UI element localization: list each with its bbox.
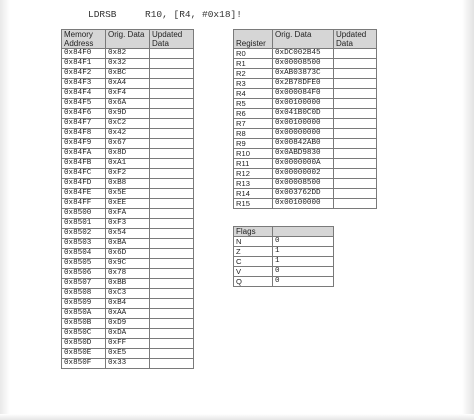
memory-row	[62, 139, 194, 149]
memory-orig-data-cell: 0x9D	[106, 109, 150, 119]
memory-orig-data-cell: 0xBA	[106, 239, 150, 249]
memory-address-cell: 0x8504	[62, 249, 106, 259]
register-name-cell: R0	[234, 49, 273, 59]
register-name-cell: R3	[234, 79, 273, 89]
register-orig-data-cell: 0x00100000	[273, 119, 334, 129]
memory-address-cell: 0x850F	[62, 359, 106, 369]
memory-orig-data-cell: 0xB8	[106, 179, 150, 189]
memory-row	[62, 209, 194, 219]
memory-orig-data-cell: 0x32	[106, 59, 150, 69]
flags-table	[233, 226, 334, 287]
memory-orig-data-cell: 0x6A	[106, 99, 150, 109]
memory-address-cell: 0x8505	[62, 259, 106, 269]
memory-row	[62, 109, 194, 119]
memory-address-cell: 0x84F8	[62, 129, 106, 139]
memory-updated-data-cell	[150, 69, 194, 79]
memory-address-cell: 0x84F9	[62, 139, 106, 149]
memory-orig-data-cell: 0xF4	[106, 89, 150, 99]
register-row	[234, 169, 377, 179]
register-orig-data-cell: 0x00008500	[273, 179, 334, 189]
register-updated-data-cell	[334, 89, 377, 99]
memory-row	[62, 329, 194, 339]
register-updated-data-cell	[334, 139, 377, 149]
memory-orig-data-cell: 0xF3	[106, 219, 150, 229]
flag-name-cell: C	[234, 257, 273, 267]
register-name-cell: R1	[234, 59, 273, 69]
register-orig-data-cell: 0x00842AB0	[273, 139, 334, 149]
register-name-cell: R12	[234, 169, 273, 179]
memory-table	[61, 29, 194, 369]
register-orig-data-cell: 0x00100000	[273, 99, 334, 109]
memory-orig-data-cell: 0x82	[106, 49, 150, 59]
flag-name-cell: Z	[234, 247, 273, 257]
flag-row	[234, 237, 334, 247]
memory-row	[62, 229, 194, 239]
register-updated-data-cell	[334, 69, 377, 79]
flag-row	[234, 257, 334, 267]
register-row	[234, 129, 377, 139]
memory-address-cell: 0x8508	[62, 289, 106, 299]
memory-orig-data-cell: 0xBB	[106, 279, 150, 289]
memory-address-cell: 0x84FF	[62, 199, 106, 209]
memory-address-cell: 0x84F1	[62, 59, 106, 69]
memory-address-cell: 0x8506	[62, 269, 106, 279]
memory-address-cell: 0x850B	[62, 319, 106, 329]
memory-address-cell: 0x84FB	[62, 159, 106, 169]
register-name-cell: R7	[234, 119, 273, 129]
register-name-cell: R14	[234, 189, 273, 199]
register-name-cell: R5	[234, 99, 273, 109]
memory-updated-data-cell	[150, 329, 194, 339]
register-orig-data-cell: 0x2B78DFE0	[273, 79, 334, 89]
memory-updated-data-cell	[150, 339, 194, 349]
memory-orig-data-cell: 0xAA	[106, 309, 150, 319]
memory-address-cell: 0x84F6	[62, 109, 106, 119]
memory-updated-data-cell	[150, 289, 194, 299]
memory-updated-data-cell	[150, 79, 194, 89]
memory-address-cell: 0x8509	[62, 299, 106, 309]
memory-updated-data-header: Updated Data	[150, 30, 194, 49]
register-table	[233, 29, 377, 209]
register-row	[234, 109, 377, 119]
memory-table-header	[62, 30, 194, 49]
left-edge-shadow	[0, 0, 10, 420]
memory-orig-data-cell: 0x54	[106, 229, 150, 239]
register-name-cell: R13	[234, 179, 273, 189]
flag-row	[234, 277, 334, 287]
register-orig-data-cell: 0x000084F0	[273, 89, 334, 99]
memory-row	[62, 129, 194, 139]
register-row	[234, 149, 377, 159]
flags-header: Flags	[234, 227, 273, 237]
memory-updated-data-cell	[150, 299, 194, 309]
instruction-text: LDRSB R10, [R4, #0x18]!	[88, 9, 242, 20]
register-row	[234, 179, 377, 189]
register-name-cell: R4	[234, 89, 273, 99]
memory-row	[62, 119, 194, 129]
register-updated-data-cell	[334, 189, 377, 199]
memory-updated-data-cell	[150, 149, 194, 159]
register-orig-data-cell: 0x003762DD	[273, 189, 334, 199]
bottom-edge-shadow	[0, 414, 474, 420]
register-updated-data-cell	[334, 59, 377, 69]
register-row	[234, 49, 377, 59]
memory-row	[62, 289, 194, 299]
memory-row	[62, 169, 194, 179]
flags-header-blank	[273, 227, 334, 237]
memory-row	[62, 359, 194, 369]
flag-value-cell: 1	[273, 247, 334, 257]
register-orig-data-cell: 0x00100000	[273, 199, 334, 209]
memory-orig-data-cell: 0xC3	[106, 289, 150, 299]
register-row	[234, 99, 377, 109]
memory-address-cell: 0x84F2	[62, 69, 106, 79]
memory-address-cell: 0x84F7	[62, 119, 106, 129]
register-updated-data-cell	[334, 109, 377, 119]
memory-address-cell: 0x84FD	[62, 179, 106, 189]
memory-row	[62, 199, 194, 209]
right-edge-shadow	[462, 0, 474, 420]
memory-updated-data-cell	[150, 49, 194, 59]
memory-row	[62, 319, 194, 329]
register-orig-data-header: Orig. Data	[273, 30, 334, 49]
memory-orig-data-header: Orig. Data	[106, 30, 150, 49]
register-name-cell: R8	[234, 129, 273, 139]
memory-row	[62, 159, 194, 169]
register-updated-data-cell	[334, 119, 377, 129]
register-row	[234, 139, 377, 149]
memory-orig-data-cell: 0x67	[106, 139, 150, 149]
flag-value-cell: 1	[273, 257, 334, 267]
memory-row	[62, 89, 194, 99]
memory-updated-data-cell	[150, 309, 194, 319]
register-updated-data-cell	[334, 79, 377, 89]
memory-row	[62, 299, 194, 309]
memory-orig-data-cell: 0x9C	[106, 259, 150, 269]
register-updated-data-cell	[334, 179, 377, 189]
memory-address-cell: 0x850C	[62, 329, 106, 339]
register-row	[234, 199, 377, 209]
memory-updated-data-cell	[150, 259, 194, 269]
memory-address-cell: 0x8503	[62, 239, 106, 249]
memory-address-cell: 0x850E	[62, 349, 106, 359]
memory-address-cell: 0x84F4	[62, 89, 106, 99]
register-orig-data-cell: 0xAB03873C	[273, 69, 334, 79]
memory-updated-data-cell	[150, 89, 194, 99]
register-updated-data-cell	[334, 129, 377, 139]
register-header: Register	[234, 30, 273, 49]
memory-orig-data-cell: 0x5E	[106, 189, 150, 199]
register-row	[234, 59, 377, 69]
memory-orig-data-cell: 0xF2	[106, 169, 150, 179]
flag-value-cell: 0	[273, 237, 334, 247]
memory-address-cell: 0x8507	[62, 279, 106, 289]
register-orig-data-cell: 0x00000000	[273, 129, 334, 139]
register-orig-data-cell: 0x00008500	[273, 59, 334, 69]
memory-row	[62, 149, 194, 159]
register-orig-data-cell: 0x00000002	[273, 169, 334, 179]
memory-row	[62, 189, 194, 199]
flags-table-header	[234, 227, 334, 237]
memory-row	[62, 99, 194, 109]
register-updated-data-cell	[334, 199, 377, 209]
memory-orig-data-cell: 0x78	[106, 269, 150, 279]
flag-row	[234, 247, 334, 257]
memory-address-cell: 0x84F0	[62, 49, 106, 59]
register-name-cell: R15	[234, 199, 273, 209]
memory-address-cell: 0x850A	[62, 309, 106, 319]
register-row	[234, 189, 377, 199]
memory-address-cell: 0x8501	[62, 219, 106, 229]
memory-orig-data-cell: 0xE5	[106, 349, 150, 359]
memory-updated-data-cell	[150, 269, 194, 279]
memory-updated-data-cell	[150, 239, 194, 249]
memory-row	[62, 309, 194, 319]
register-row	[234, 89, 377, 99]
memory-updated-data-cell	[150, 59, 194, 69]
register-orig-data-cell: 0x041B0C0D	[273, 109, 334, 119]
memory-updated-data-cell	[150, 99, 194, 109]
register-updated-data-cell	[334, 149, 377, 159]
register-row	[234, 119, 377, 129]
memory-updated-data-cell	[150, 159, 194, 169]
memory-updated-data-cell	[150, 359, 194, 369]
register-row	[234, 159, 377, 169]
register-row	[234, 79, 377, 89]
memory-row	[62, 349, 194, 359]
memory-orig-data-cell: 0x42	[106, 129, 150, 139]
memory-address-header: Memory Address	[62, 30, 106, 49]
flag-name-cell: Q	[234, 277, 273, 287]
memory-updated-data-cell	[150, 229, 194, 239]
memory-updated-data-cell	[150, 139, 194, 149]
memory-updated-data-cell	[150, 179, 194, 189]
memory-address-cell: 0x84FC	[62, 169, 106, 179]
memory-address-cell: 0x850D	[62, 339, 106, 349]
register-updated-data-header: Updated Data	[334, 30, 377, 49]
register-updated-data-cell	[334, 99, 377, 109]
memory-updated-data-cell	[150, 249, 194, 259]
memory-address-cell: 0x8502	[62, 229, 106, 239]
memory-row	[62, 49, 194, 59]
memory-address-cell: 0x84F3	[62, 79, 106, 89]
register-name-cell: R2	[234, 69, 273, 79]
memory-orig-data-cell: 0xA1	[106, 159, 150, 169]
memory-updated-data-cell	[150, 209, 194, 219]
memory-address-cell: 0x84FE	[62, 189, 106, 199]
memory-row	[62, 259, 194, 269]
memory-row	[62, 249, 194, 259]
memory-row	[62, 179, 194, 189]
memory-updated-data-cell	[150, 119, 194, 129]
register-name-cell: R10	[234, 149, 273, 159]
register-name-cell: R6	[234, 109, 273, 119]
memory-row	[62, 59, 194, 69]
memory-row	[62, 239, 194, 249]
memory-orig-data-cell: 0x33	[106, 359, 150, 369]
register-table-header	[234, 30, 377, 49]
flag-name-cell: V	[234, 267, 273, 277]
memory-orig-data-cell: 0xA4	[106, 79, 150, 89]
register-orig-data-cell: 0x0000000A	[273, 159, 334, 169]
memory-orig-data-cell: 0xBC	[106, 69, 150, 79]
memory-row	[62, 339, 194, 349]
memory-updated-data-cell	[150, 129, 194, 139]
memory-address-cell: 0x84F5	[62, 99, 106, 109]
memory-address-cell: 0x8500	[62, 209, 106, 219]
memory-row	[62, 219, 194, 229]
flag-value-cell: 0	[273, 277, 334, 287]
memory-address-cell: 0x84FA	[62, 149, 106, 159]
memory-orig-data-cell: 0x6D	[106, 249, 150, 259]
flag-value-cell: 0	[273, 267, 334, 277]
memory-orig-data-cell: 0xFA	[106, 209, 150, 219]
memory-row	[62, 69, 194, 79]
register-row	[234, 69, 377, 79]
register-name-cell: R11	[234, 159, 273, 169]
flag-name-cell: N	[234, 237, 273, 247]
register-updated-data-cell	[334, 169, 377, 179]
memory-updated-data-cell	[150, 319, 194, 329]
register-orig-data-cell: 0x0ABD9830	[273, 149, 334, 159]
memory-orig-data-cell: 0xB4	[106, 299, 150, 309]
memory-updated-data-cell	[150, 349, 194, 359]
register-updated-data-cell	[334, 49, 377, 59]
memory-row	[62, 269, 194, 279]
memory-orig-data-cell: 0xFF	[106, 339, 150, 349]
register-updated-data-cell	[334, 159, 377, 169]
memory-orig-data-cell: 0xC2	[106, 119, 150, 129]
memory-updated-data-cell	[150, 279, 194, 289]
register-orig-data-cell: 0xDC002B45	[273, 49, 334, 59]
memory-orig-data-cell: 0xDA	[106, 329, 150, 339]
memory-updated-data-cell	[150, 219, 194, 229]
register-name-cell: R9	[234, 139, 273, 149]
memory-orig-data-cell: 0xD9	[106, 319, 150, 329]
memory-row	[62, 279, 194, 289]
memory-updated-data-cell	[150, 169, 194, 179]
flag-row	[234, 267, 334, 277]
memory-updated-data-cell	[150, 109, 194, 119]
memory-updated-data-cell	[150, 199, 194, 209]
memory-updated-data-cell	[150, 189, 194, 199]
memory-orig-data-cell: 0x8D	[106, 149, 150, 159]
memory-row	[62, 79, 194, 89]
memory-orig-data-cell: 0xEE	[106, 199, 150, 209]
